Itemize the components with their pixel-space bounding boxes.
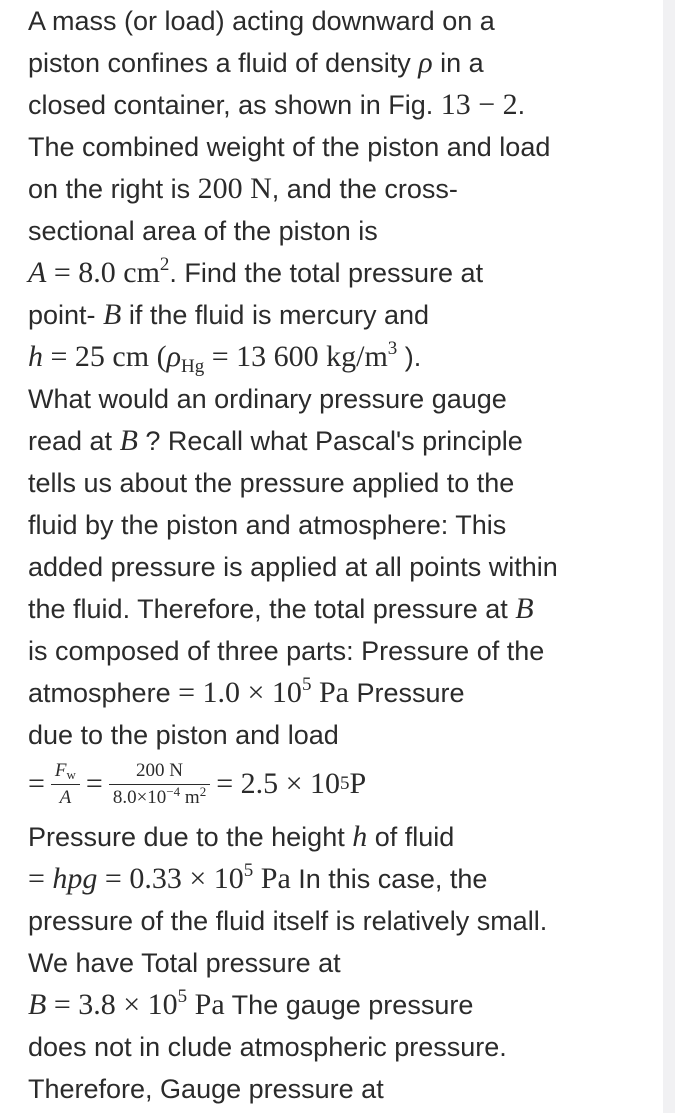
text-line: [28, 900, 628, 942]
text-run: We have Total pressure at: [28, 948, 341, 978]
fraction-line: = $\frac{F_w}{A}$ = $\frac{200 N}{8.0\times 10^{-4} m^2}$ = 2.5 × 10 5 P: [28, 752, 628, 816]
text-run: closed container, as shown in Fig.: [28, 90, 441, 120]
text-line: [28, 420, 628, 462]
fraction-denominator: [51, 785, 80, 811]
text-run: is composed of three parts: Pressure of the: [28, 636, 545, 666]
text-line: [28, 816, 628, 858]
text-run: The gauge pressure: [224, 990, 474, 1020]
math-subscript: w: [66, 766, 76, 782]
math-exponent: 2: [159, 254, 170, 275]
text-line: [28, 168, 628, 210]
fraction-values: [109, 758, 210, 811]
text-run: fluid by the piston and atmosphere: This: [28, 510, 507, 540]
text-line: [28, 984, 628, 1026]
text-run: Pressure: [348, 678, 465, 708]
math-unit: P: [349, 767, 367, 800]
math-exponent: 5: [301, 674, 312, 695]
text-run: due to the piston and load: [28, 720, 339, 750]
text-run: of fluid: [367, 822, 455, 852]
math-unit: Pa: [311, 676, 349, 709]
math-area-symbol: A: [28, 256, 47, 289]
math-exponent: 5: [243, 860, 254, 881]
text-run: ).: [397, 342, 422, 372]
text-line: [28, 42, 628, 84]
math-piston-pressure: = 2.5 × 10: [216, 767, 341, 800]
text-run: tells us about the pressure applied to the: [28, 468, 515, 498]
text-run: In this case, the: [290, 864, 488, 894]
math-subscript: Hg: [180, 356, 205, 377]
math-unit: Pa: [253, 862, 291, 895]
text-line: [28, 210, 628, 252]
math-point-b: B: [119, 424, 138, 457]
math-atm-value: = 1.0 × 10: [170, 676, 302, 709]
math-height-symbol: h: [28, 340, 43, 373]
math-hpg: hpg: [52, 862, 98, 895]
text-run: pressure of the fluid itself is relatively small.: [28, 906, 548, 936]
solution-text: [28, 0, 628, 1110]
text-line: [28, 1026, 628, 1068]
math-rho: ρ: [166, 340, 181, 373]
text-run: read at: [28, 426, 120, 456]
text-line: [28, 294, 628, 336]
fraction-fw-over-a: [51, 758, 80, 811]
text-run: A mass (or load) acting downward on a: [28, 6, 495, 36]
math-area-symbol: A: [59, 786, 72, 808]
text-line: [28, 462, 628, 504]
text-run: ? Recall what Pascal's principle: [137, 426, 523, 456]
text-run: Pressure due to the height: [28, 822, 353, 852]
text-run: , and the cross-: [271, 174, 458, 204]
text-line: [28, 942, 628, 984]
math-equals: =: [28, 862, 53, 895]
text-line: [28, 546, 628, 588]
text-run: piston confines a fluid of density: [28, 48, 419, 78]
text-line: [28, 672, 628, 714]
math-fluid-pressure: = 0.33 × 10: [97, 862, 244, 895]
text-line: [28, 858, 628, 900]
text-run: point-: [28, 300, 104, 330]
text-line: [28, 714, 628, 756]
text-run: sectional area of the piston is: [28, 216, 378, 246]
math-figure-ref: 13 − 2: [440, 88, 518, 121]
math-force: F: [54, 759, 67, 781]
text-line: [28, 378, 628, 420]
math-height-symbol: h: [352, 820, 368, 853]
text-line: [28, 504, 628, 546]
fraction-numerator: [51, 758, 80, 785]
math-weight: 200 N: [197, 172, 272, 205]
math-area-value: = 8.0 cm: [46, 256, 160, 289]
text-line: [28, 84, 628, 126]
text-line: [28, 336, 628, 378]
text-line: [28, 252, 628, 294]
math-point-b: B: [28, 988, 47, 1021]
text-line: [28, 126, 628, 168]
text-run: What would an ordinary pressure gauge: [28, 384, 507, 414]
math-equals: =: [28, 767, 45, 800]
text-run: .: [517, 90, 526, 120]
math-weight: 200 N: [136, 759, 183, 781]
text-run: in a: [432, 48, 484, 78]
text-run: . Find the total pressure at: [169, 258, 484, 288]
scrollbar[interactable]: [663, 0, 675, 1113]
math-exponent: 3: [387, 338, 398, 359]
math-height-value: = 25 cm (: [43, 340, 167, 373]
text-line: [28, 630, 628, 672]
text-line: [28, 0, 628, 42]
fraction-denominator: [109, 785, 210, 811]
math-exponent: 2: [199, 783, 207, 799]
text-run: The combined weight of the piston and load: [28, 132, 551, 162]
math-density-value: = 13 600 kg/m: [204, 340, 388, 373]
text-run: if the fluid is mercury and: [121, 300, 430, 330]
math-point-b: B: [103, 298, 122, 331]
math-exponent: 5: [177, 986, 188, 1007]
math-equals: =: [85, 767, 103, 800]
text-line: [28, 1068, 628, 1110]
math-point-b: B: [515, 592, 534, 625]
math-total-pressure: = 3.8 × 10: [46, 988, 178, 1021]
math-area-value: 8.0×10: [112, 786, 167, 808]
math-exponent: −4: [166, 783, 181, 799]
text-run: does not in clude atmospheric pressure.: [28, 1032, 507, 1062]
math-unit: Pa: [187, 988, 225, 1021]
text-run: Therefore, Gauge pressure at: [28, 1074, 384, 1104]
math-rho: ρ: [418, 46, 433, 79]
text-line: [28, 588, 628, 630]
text-run: added pressure is applied at all points within: [28, 552, 558, 582]
text-run: on the right is: [28, 174, 198, 204]
text-run: atmosphere: [28, 678, 171, 708]
fraction-numerator: [109, 758, 210, 785]
math-unit: m: [180, 786, 200, 808]
text-run: the fluid. Therefore, the total pressure at: [28, 594, 516, 624]
